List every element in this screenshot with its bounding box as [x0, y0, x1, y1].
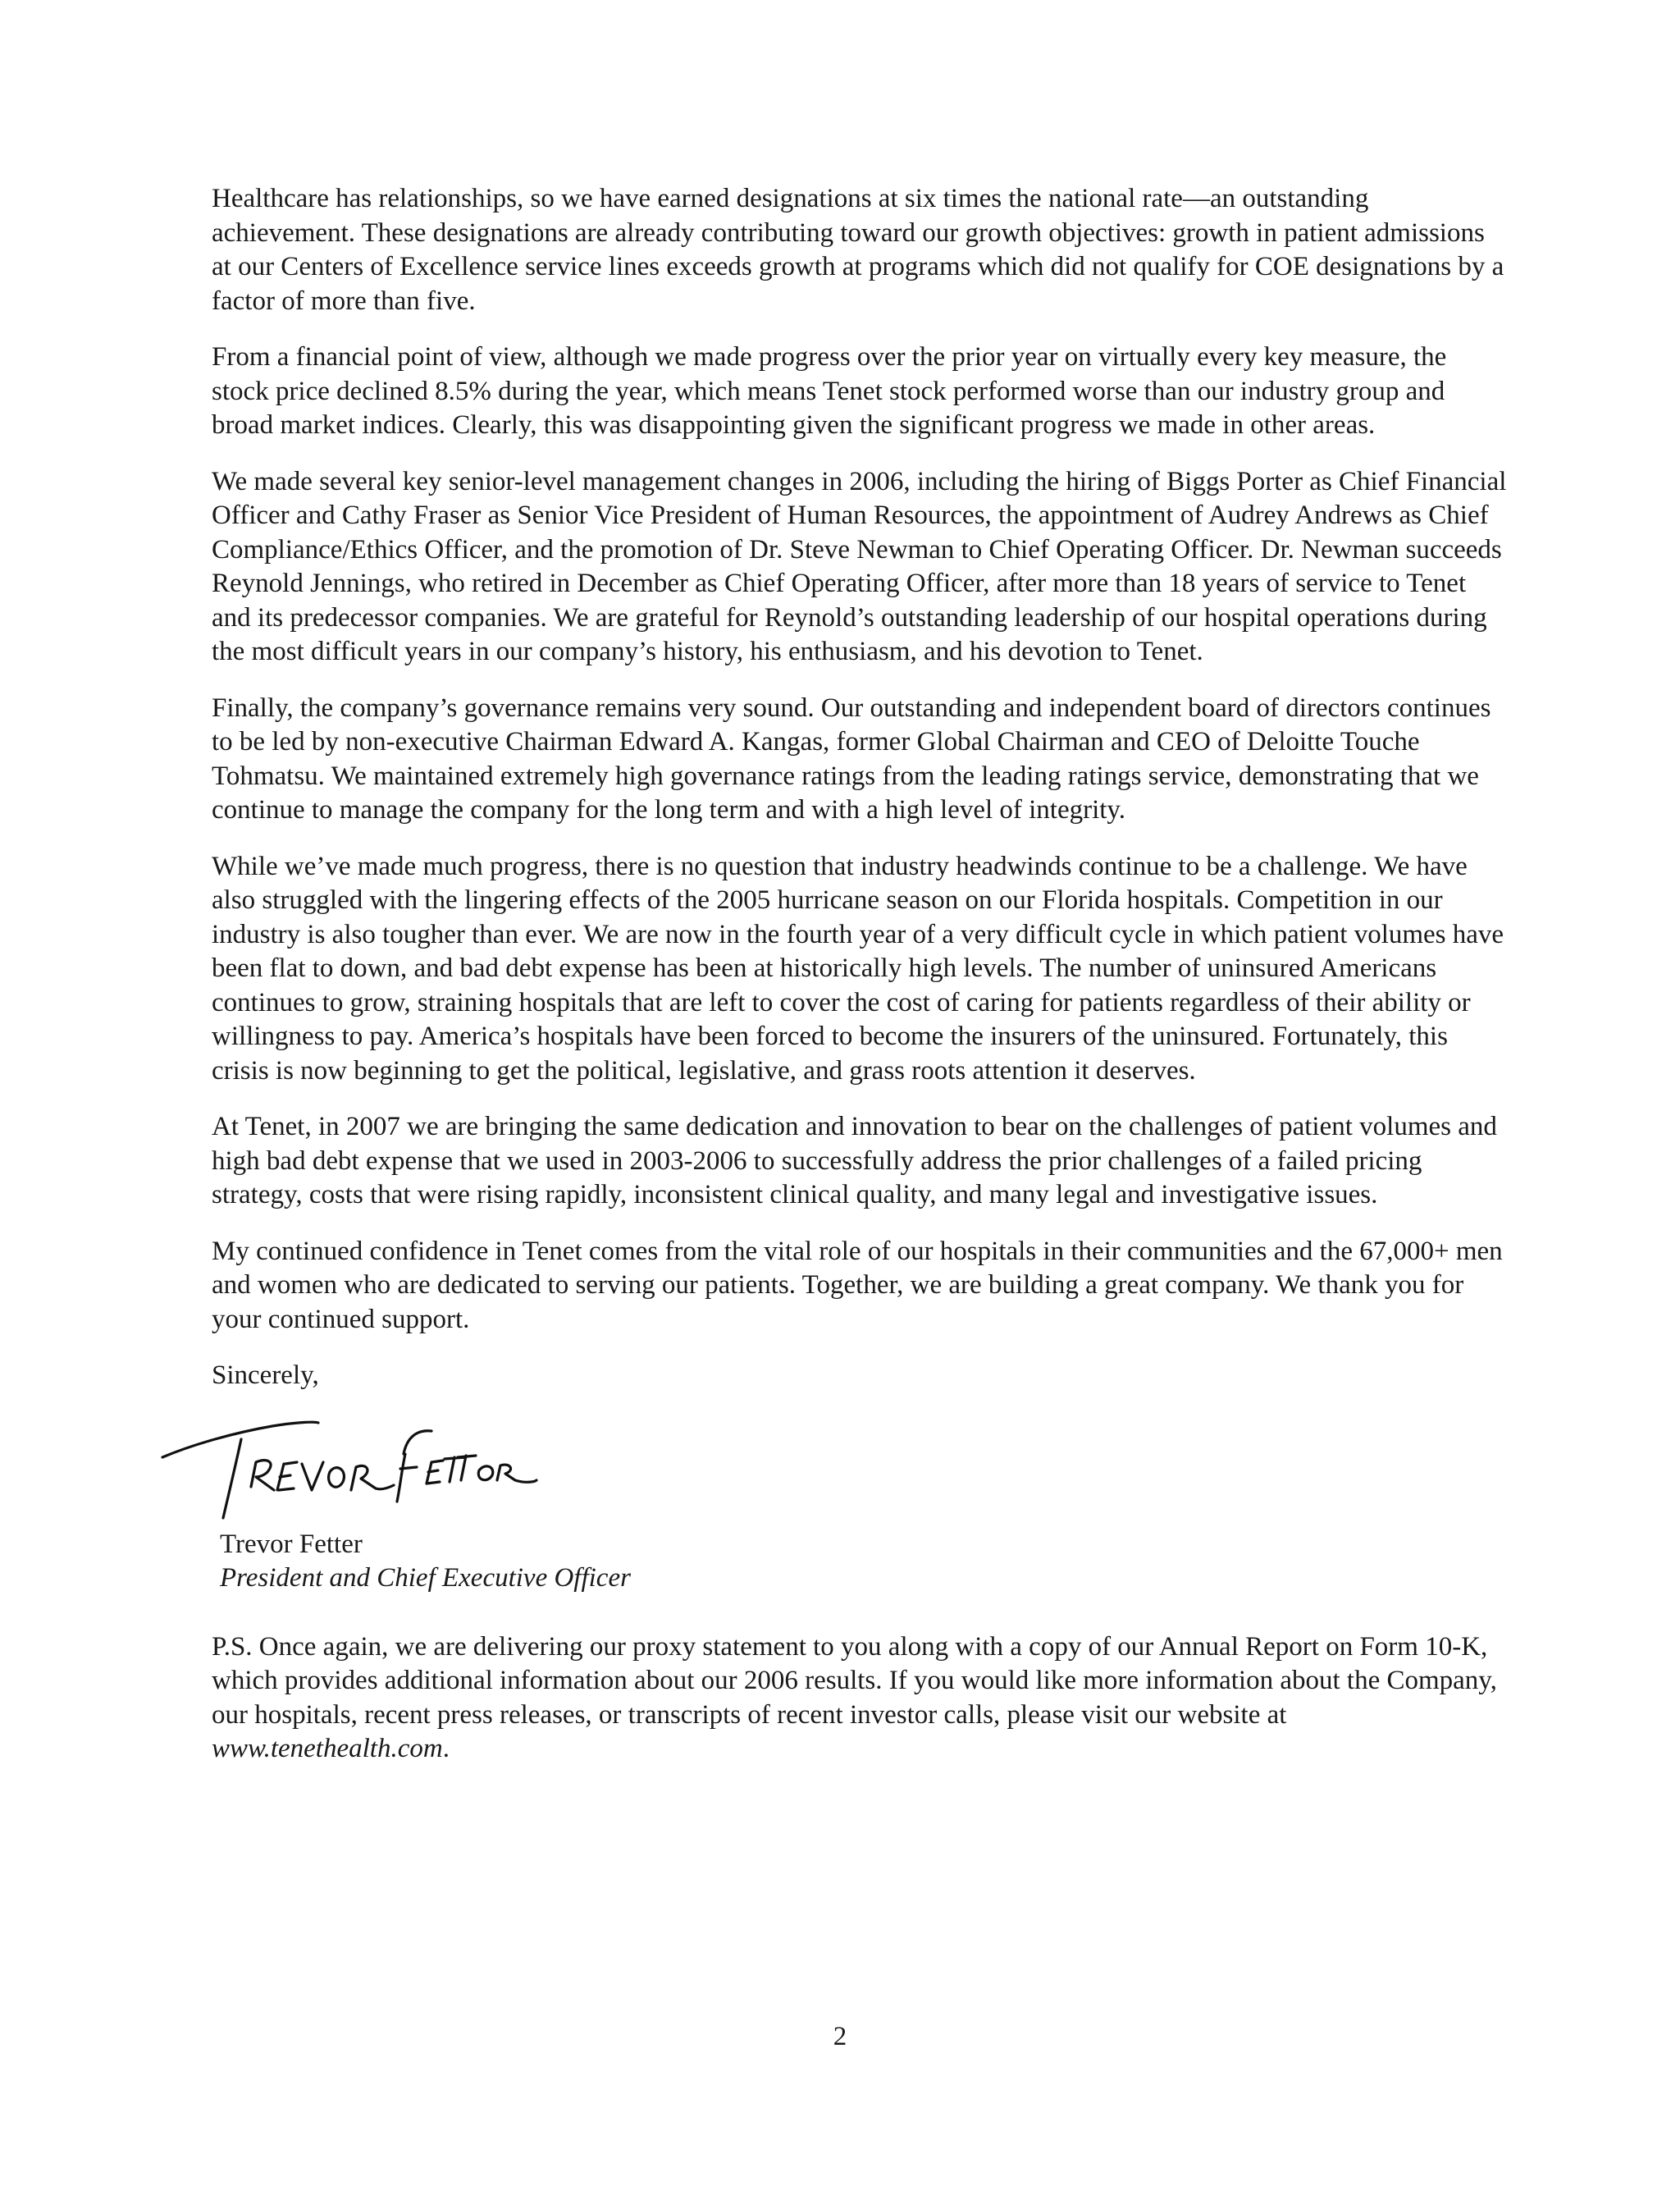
paragraph-1: Healthcare has relationships, so we have earned designations at six times the national rate—an outstanding achievement. These designations are already contributing toward our growth objectives: growth in patient admissions at our Centers of Excellence service lines exceeds growth at programs which did not qualify for COE designations by a factor of more than five.	[212, 184, 1504, 316]
letter-body	[212, 182, 1508, 1794]
postscript-end: .	[442, 1734, 450, 1763]
website-link[interactable]: www.tenethealth.com	[212, 1734, 443, 1763]
signer-block	[220, 1528, 1508, 1596]
paragraph-4: Finally, the company’s governance remains very sound. Our outstanding and independent board of directors continues to be led by non-executive Chairman Edward A. Kangas, former Global Chairman and CEO of Deloitte Touche Tohmatsu. We maintained extremely high governance ratings from the leading ratings service, demonstrating that we continue to manage the company for the long term and with a high level of integrity.	[212, 693, 1491, 825]
paragraph-6: At Tenet, in 2007 we are bringing the same dedication and innovation to bear on the challenges of patient volumes and high bad debt expense that we used in 2003-2006 to successfully address the prior challenges of a failed pricing strategy, costs that were rising rapidly, inconsistent clinical quality, and many legal and investigative issues.	[212, 1112, 1497, 1209]
postscript-text: P.S. Once again, we are delivering our proxy statement to you along with a copy of our Annual Report on Form 10-K, which provides additional information about our 2006 results. If you would like more information about the Company, our hospitals, recent press releases, or transcripts of recent investor calls, please visit our website at	[212, 1631, 1497, 1730]
postscript	[212, 1630, 1508, 1767]
handwritten-signature	[161, 1405, 538, 1528]
closing-salutation: Sincerely,	[212, 1360, 319, 1390]
paragraph-3: We made several key senior-level management changes in 2006, including the hiring of Biggs Porter as Chief Financial Officer and Cathy Fraser as Senior Vice President of Human Resources, the appointment of Audrey Andrews as Chief Compliance/Ethics Officer, and the promotion of Dr. Steve Newman to Chief Operating Officer. Dr. Newman succeeds Reynold Jennings, who retired in December as Chief Operating Officer, after more than 18 years of service to Tenet and its predecessor companies. We are grateful for Reynold’s outstanding leadership of our hospital operations during the most difficult years in our company’s history, his enthusiasm, and his devotion to Tenet.	[212, 466, 1507, 666]
paragraph-7: My continued confidence in Tenet comes from the vital role of our hospitals in their communities and the 67,000+ men and women who are dedicated to serving our patients. Together, we are building a great company. We thank you for your continued support.	[212, 1236, 1503, 1334]
page-number: 2	[833, 2022, 847, 2051]
signer-name: Trevor Fetter	[220, 1529, 363, 1559]
paragraph-5: While we’ve made much progress, there is no question that industry headwinds continue to be a challenge. We have also struggled with the lingering effects of the 2005 hurricane season on our Florida hospitals. Competition in our industry is also tougher than ever. We are now in the fourth year of a very difficult cycle in which patient volumes have been flat to down, and bad debt expense has been at historically high levels. The number of uninsured Americans continues to grow, straining hospitals that are left to cover the cost of caring for patients regardless of their ability or willingness to pay. America’s hospitals have been forced to become the insurers of the uninsured. Fortunately, this crisis is now beginning to get the political, legislative, and grass roots attention it deserves.	[212, 851, 1504, 1086]
signer-title: President and Chief Executive Officer	[220, 1563, 631, 1593]
paragraph-2: From a financial point of view, although we made progress over the prior year on virtually every key measure, the stock price declined 8.5% during the year, which means Tenet stock performed worse than our industry group and broad market indices. Clearly, this was disappointing given the significant progress we made in other areas.	[212, 342, 1447, 440]
